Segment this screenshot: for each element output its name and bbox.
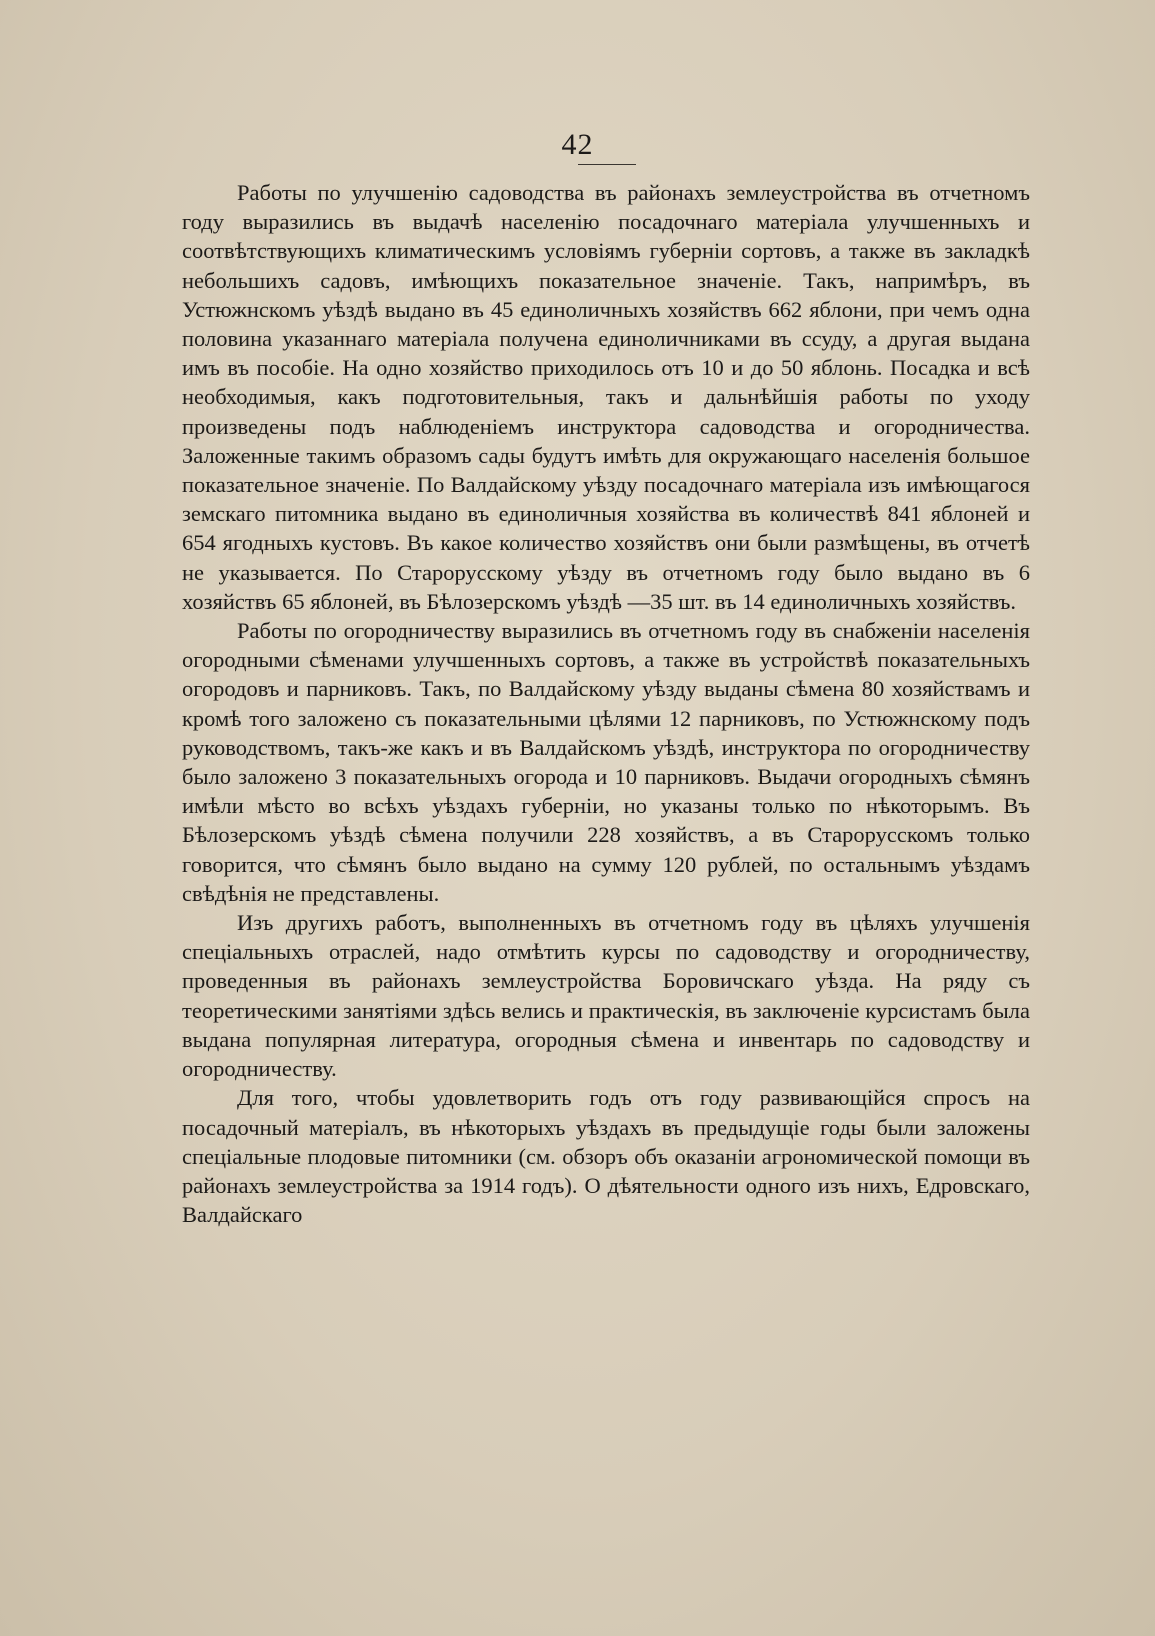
paragraph-2: Работы по огородничеству выразились въ отчетномъ году въ снабженіи населенія огородными сѣменами улучшенныхъ сортовъ, а также въ устройствѣ показательныхъ огородовъ и парниковъ. Такъ, по Валдайскому уѣзду выданы сѣмена 80 хозяйствамъ и кромѣ того заложено съ показательными цѣлями 12 парниковъ, по Устюжнскому подъ руководствомъ, такъ-же какъ и въ Валдайскомъ уѣздѣ, инструктора по огородничеству было заложено 3 показательныхъ огорода и 10 парниковъ. Выдачи огородныхъ сѣмянъ имѣли мѣсто во всѣхъ уѣздахъ губерніи, но указаны только по нѣкоторымъ. Въ Бѣлозерскомъ уѣздѣ сѣмена получили 228 хозяйствъ, а въ Старорусскомъ только говорится, что сѣмянъ было выдано на сумму 120 рублей, по остальнымъ уѣздамъ свѣдѣнія не представлены.: [182, 618, 1030, 906]
body-text: [182, 178, 1030, 1229]
paragraph-4: Для того, чтобы удовлетворить годъ отъ году развивающійся спросъ на посадочный матеріалъ, въ нѣкоторыхъ уѣздахъ въ предыдущіе годы были заложены спеціальные плодовые питомники (см. обзоръ объ оказаніи агрономической помощи въ районахъ землеустройства за 1914 годъ). О дѣятельности одного изъ нихъ, Едровскаго, Валдайскаго: [182, 1085, 1030, 1228]
page-number: 42: [561, 128, 594, 161]
page-number-rule: [578, 164, 636, 165]
paragraph-3: Изъ другихъ работъ, выполненныхъ въ отчетномъ году въ цѣляхъ улучшенія спеціальныхъ отраслей, надо отмѣтить курсы по садоводству и огородничеству, проведенныя въ районахъ землеустройства Боровичскаго уѣзда. На ряду съ теоретическими занятіями здѣсь велись и практическія, въ заключеніе курсистамъ была выдана популярная литература, огородныя сѣмена и инвентарь по садоводству и огородничеству.: [182, 910, 1030, 1082]
paragraph-1: Работы по улучшенію садоводства въ районахъ землеустройства въ отчетномъ году выразились въ выдачѣ населенію посадочнаго матеріала улучшенныхъ и соотвѣтствующихъ климатическимъ условіямъ губерніи сортовъ, а также въ закладкѣ небольшихъ садовъ, имѣющихъ показательное значеніе. Такъ, напримѣръ, въ Устюжнскомъ уѣздѣ выдано въ 45 единоличныхъ хозяйствъ 662 яблони, при чемъ одна половина указаннаго матеріала получена единоличниками въ ссуду, а другая выдана имъ въ пособіе. На одно хозяйство приходилось отъ 10 и до 50 яблонь. Посадка и всѣ необходимыя, какъ подготовительныя, такъ и дальнѣйшія работы по уходу произведены подъ наблюденіемъ инструктора садоводства и огородничества. Заложенные такимъ образомъ сады будутъ имѣть для окружающаго населенія большое показательное значеніе. По Валдайскому уѣзду посадочнаго матеріала изъ имѣющагося земскаго питомника выдано въ единоличныя хозяйства въ количествѣ 841 яблоней и 654 ягодныхъ кустовъ. Въ какое количество хозяйствъ они были размѣщены, въ отчетѣ не указывается. По Старорусскому уѣзду въ отчетномъ году было выдано въ 6 хозяйствъ 65 яблоней, въ Бѣлозерскомъ уѣздѣ —35 шт. въ 14 единоличныхъ хозяйствъ.: [182, 180, 1030, 614]
